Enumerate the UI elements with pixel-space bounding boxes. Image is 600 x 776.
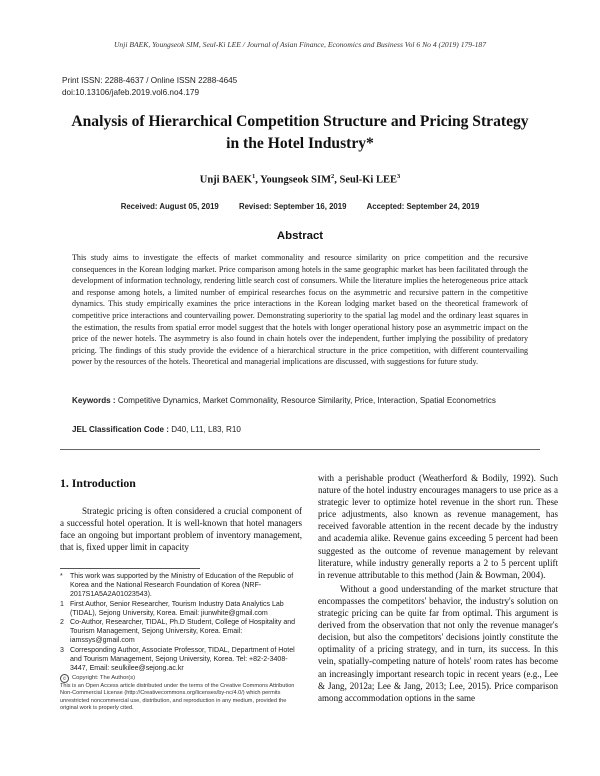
author-name: Youngseok SIM — [260, 174, 331, 186]
doi-line[interactable]: doi:10.13106/jafeb.2019.vol6.no4.179 — [62, 87, 200, 97]
author-list — [0, 173, 600, 186]
accepted-date: Accepted: September 24, 2019 — [366, 202, 480, 211]
author-name: Unji BAEK — [199, 174, 252, 186]
copyright-notice — [60, 674, 300, 712]
left-column — [60, 472, 302, 553]
section-divider — [60, 449, 540, 450]
author-name: Seul-Ki LEE — [339, 174, 397, 186]
running-head: Unji BAEK, Youngseok SIM, Seul-Ki LEE / Journal of Asian Finance, Economics and Business Vol 6 No 4 (2019) 179-187 — [113, 40, 487, 49]
footnote — [60, 600, 300, 618]
footnote — [60, 646, 300, 674]
footnote-divider — [60, 568, 200, 569]
footnote-mark: 1 — [60, 600, 64, 608]
author-mark: 2 — [331, 173, 335, 180]
copyright-icon: © — [60, 674, 69, 683]
copyright-line — [60, 674, 300, 683]
footnote-text: Co-Author, Researcher, TIDAL, Ph.D Student, College of Hospitality and Tourism Management, Sejong University, Korea. Email: iamssys@gmail.com — [70, 619, 296, 645]
paper-title — [60, 111, 540, 155]
footnote — [60, 572, 300, 600]
keywords-label: Keywords : — [72, 396, 118, 405]
footnote-text: First Author, Senior Researcher, Tourism Industry Data Analytics Lab (TIDAL), Sejong University, Korea. Email: jiunwhite@gmail.com — [70, 600, 284, 617]
keywords — [72, 396, 528, 405]
author-separator: , — [255, 174, 261, 186]
section-heading: 1. Introduction — [60, 476, 136, 490]
author-mark: 3 — [396, 173, 401, 180]
jel-text: D40, L11, L83, R10 — [171, 425, 241, 434]
body-paragraph: Without a good understanding of the market structure that encompasses the competitors' behavior, the industry's solution on strategic pricing can be quite far from optimal. This argument is derived from the observation that not only the revenue manager's decision, but also the competitors' decisions jointly constitute the optimality of a pricing strategy, and in turn, its success. In this vein, spatially-competing nature of hotels' room rates has become an increasingly important research topic in recent years (e.g., Lee & Jang, 2012a; Lee & Jang, 2013; Lee, 2015). Price comparison among accommodation options in the same — [318, 583, 558, 703]
revised-date: Revised: September 16, 2019 — [238, 202, 347, 211]
footnotes — [60, 572, 300, 712]
license-text: This is an Open Access article distributed under the terms of the Creative Commons Attribution Non-Commercial License (http://Creativecommons.org/licenses/by-nc/4.0/) which permits unrestricted noncommercial use, distribution, and reproduction in any medium, provided the original work is properly cited. — [60, 683, 295, 711]
footnote-text: Corresponding Author, Associate Professor, TIDAL, Department of Hotel and Tourism Management, Sejong University, Korea. Tel: +82-2-3408-3447, Email: seulkilee@sejong.ac.kr — [70, 646, 295, 673]
body-paragraph: with a perishable product (Weatherford & Bodily, 1992). Such nature of the hotel industry encourages managers to use price as a strategic lever to optimize hotel revenue in the short run. These price adjustments, also known as revenue management, has received favorable attention in the recent decade by the industry and academia alike. Revenue gains exceeding 5 percent had been suggested as the outcome of revenue management by relevant literature, while industry generally reports a 2 to 5 percent uplift in revenue attributable to this method (Jain & Bowman, 2004). — [318, 473, 558, 580]
footnote-mark: * — [60, 573, 63, 580]
footnote-text: This work was supported by the Ministry of Education of the Republic of Korea and the National Research Foundation of Korea (NRF-2017S1A5A2A01023543). — [70, 573, 294, 599]
issn-line: Print ISSN: 2288-4637 / Online ISSN 2288-4645 — [62, 76, 238, 85]
right-column — [318, 472, 558, 704]
title-line-1: Analysis of Hierarchical Competition Structure and Pricing Strategy — [71, 113, 529, 130]
footnote — [60, 618, 300, 646]
author-separator: , — [334, 174, 340, 186]
abstract-text: This study aims to investigate the effects of market commonality and resource similarity on price competition and the recursive consequences in the Korean lodging market. Price comparison among hotels in the same geographic market has been facilitated through the development of information technology, rendering little search cost of consumers. While the literature implies the heterogeneous price attack and response among hotels, a limited number of empirical researches focus on the asymmetric and recursive pattern in the competitive dynamics. This study empirically examines the price interactions in the Korean lodging market based on the theoretical framework of competitive price interactions and countervailing power. Demonstrating superiority to the spatial lag model and the ordinary least squares in the estimation, the results from spatial error model suggest that the hotels with longer operational history pose an asymmetric impact on the price of the newer hotels. The asymmetry is also found in chain hotels over the independent, further implying the possibility of predatory pricing. The findings of this study provide the evidence of a hierarchical structure in the price competition, with different countervailing power by the resources of the hotels. Theoretical and managerial implications are discussed, with suggestions for future study. — [72, 253, 528, 367]
received-date: Received: August 05, 2019 — [120, 202, 219, 211]
footnote-mark: 3 — [60, 646, 64, 654]
copyright-text: Copyright: The Author(s) — [72, 675, 136, 682]
jel-classification — [72, 425, 528, 434]
submission-dates — [0, 202, 600, 211]
title-line-2: in the Hotel Industry* — [226, 135, 374, 152]
keywords-text: Competitive Dynamics, Market Commonality, Resource Similarity, Price, Interaction, Spatial Econometrics — [117, 396, 496, 405]
abstract-heading: Abstract — [276, 230, 324, 242]
body-paragraph: Strategic pricing is often considered a crucial component of a successful hotel operation. It is well-known that hotel managers face an ongoing but important problem of inventory management, that is, fixed upper limit in capacity — [60, 506, 302, 553]
jel-label: JEL Classification Code : — [72, 425, 172, 434]
author-mark: 1 — [251, 173, 256, 180]
identifiers — [62, 75, 237, 98]
footnote-mark: 2 — [60, 619, 64, 627]
